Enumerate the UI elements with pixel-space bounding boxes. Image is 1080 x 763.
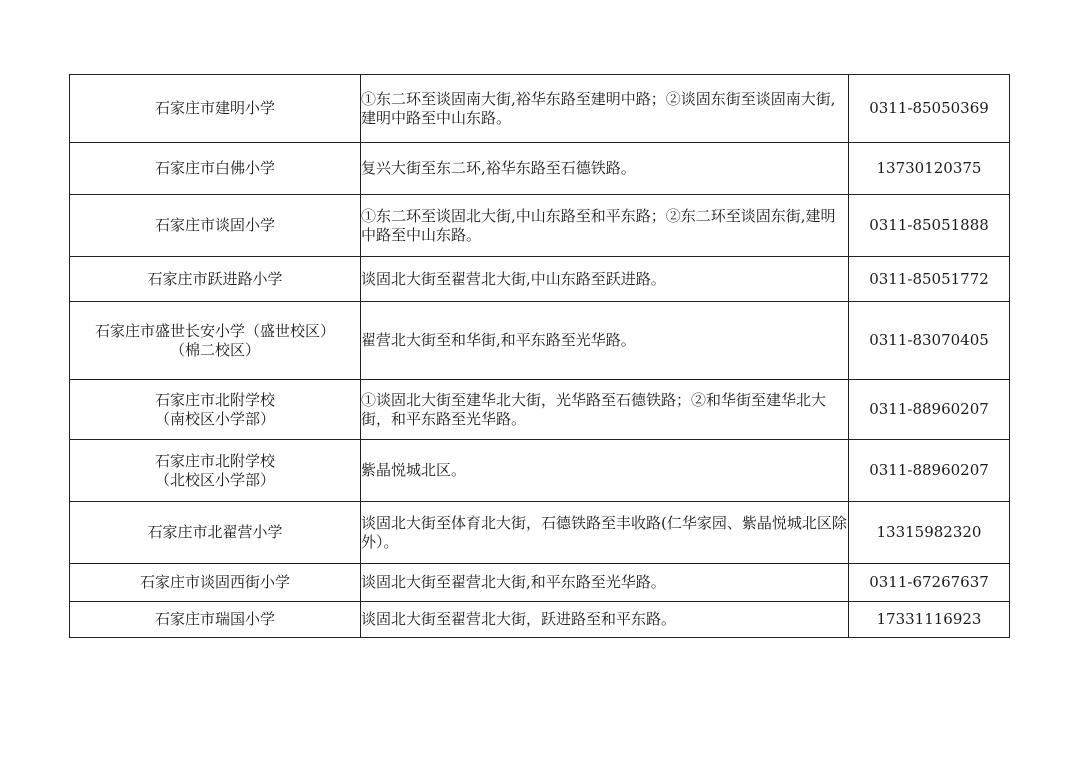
table-row — [70, 602, 1010, 638]
table-row — [70, 143, 1010, 195]
table-row — [70, 380, 1010, 440]
school-name-line: 石家庄市盛世长安小学（盛世校区） — [94, 321, 335, 340]
school-name-line: 石家庄市跃进路小学 — [147, 269, 283, 288]
phone-cell: 13730120375 — [849, 143, 1010, 195]
table-row — [70, 257, 1010, 302]
district-area-cell: 谈固北大街至翟营北大街,和平东路至光华路。 — [361, 564, 849, 602]
school-name-cell — [70, 564, 361, 602]
table-row — [70, 564, 1010, 602]
district-area-cell: 谈固北大街至翟营北大街,中山东路至跃进路。 — [361, 257, 849, 302]
phone-cell: 0311-88960207 — [849, 380, 1010, 440]
school-district-table — [69, 74, 1010, 638]
district-area-cell: 复兴大街至东二环,裕华东路至石德铁路。 — [361, 143, 849, 195]
district-area-cell: ①东二环至谈固北大街,中山东路至和平东路；②东二环至谈固东街,建明中路至中山东路。 — [361, 195, 849, 257]
school-name-line: 石家庄市建明小学 — [154, 99, 275, 117]
phone-cell: 0311-67267637 — [849, 564, 1010, 602]
school-name-cell — [70, 257, 361, 302]
phone-cell: 0311-88960207 — [849, 440, 1010, 502]
school-name-cell — [70, 195, 361, 257]
district-area-cell: 谈固北大街至体育北大街，石德铁路至丰收路(仁华家园、紫晶悦城北区除外）。 — [361, 502, 849, 564]
phone-cell: 13315982320 — [849, 502, 1010, 564]
district-area-cell: 翟营北大街至和华街,和平东路至光华路。 — [361, 302, 849, 380]
school-name-cell — [70, 602, 361, 638]
school-name-cell — [70, 380, 361, 440]
school-name-line: 石家庄市瑞国小学 — [154, 610, 275, 628]
table-row — [70, 75, 1010, 143]
table-row — [70, 302, 1010, 380]
district-area-cell: 谈固北大街至翟营北大街，跃进路至和平东路。 — [361, 602, 849, 638]
school-campus-line: （南校区小学部） — [154, 409, 275, 428]
phone-cell: 0311-85051888 — [849, 195, 1010, 257]
school-name-line: 石家庄市北翟营小学 — [147, 523, 283, 541]
phone-cell: 0311-83070405 — [849, 302, 1010, 380]
phone-cell: 0311-85050369 — [849, 75, 1010, 143]
district-area-cell: ①谈固北大街至建华北大街，光华路至石德铁路；②和华街至建华北大街，和平东路至光华路。 — [361, 380, 849, 440]
school-name-cell — [70, 440, 361, 502]
school-name-cell — [70, 75, 361, 143]
table-row — [70, 440, 1010, 502]
school-name-line: 石家庄市北附学校 — [154, 451, 275, 470]
school-name-line: 石家庄市白佛小学 — [154, 159, 275, 177]
school-name-cell — [70, 143, 361, 195]
school-name-line: 石家庄市谈固小学 — [154, 216, 275, 234]
table-row — [70, 195, 1010, 257]
phone-cell: 17331116923 — [849, 602, 1010, 638]
school-name-cell — [70, 302, 361, 380]
school-name-line: 石家庄市谈固西街小学 — [139, 573, 290, 591]
district-area-cell: ①东二环至谈固南大街,裕华东路至建明中路；②谈固东街至谈固南大街,建明中路至中山东路。 — [361, 75, 849, 143]
phone-cell: 0311-85051772 — [849, 257, 1010, 302]
school-name-cell — [70, 502, 361, 564]
school-name-line: 石家庄市北附学校 — [154, 390, 275, 409]
table-row — [70, 502, 1010, 564]
school-campus-line: （北校区小学部） — [154, 470, 275, 489]
school-campus-line: （棉二校区） — [169, 340, 260, 359]
district-area-cell: 紫晶悦城北区。 — [361, 440, 849, 502]
